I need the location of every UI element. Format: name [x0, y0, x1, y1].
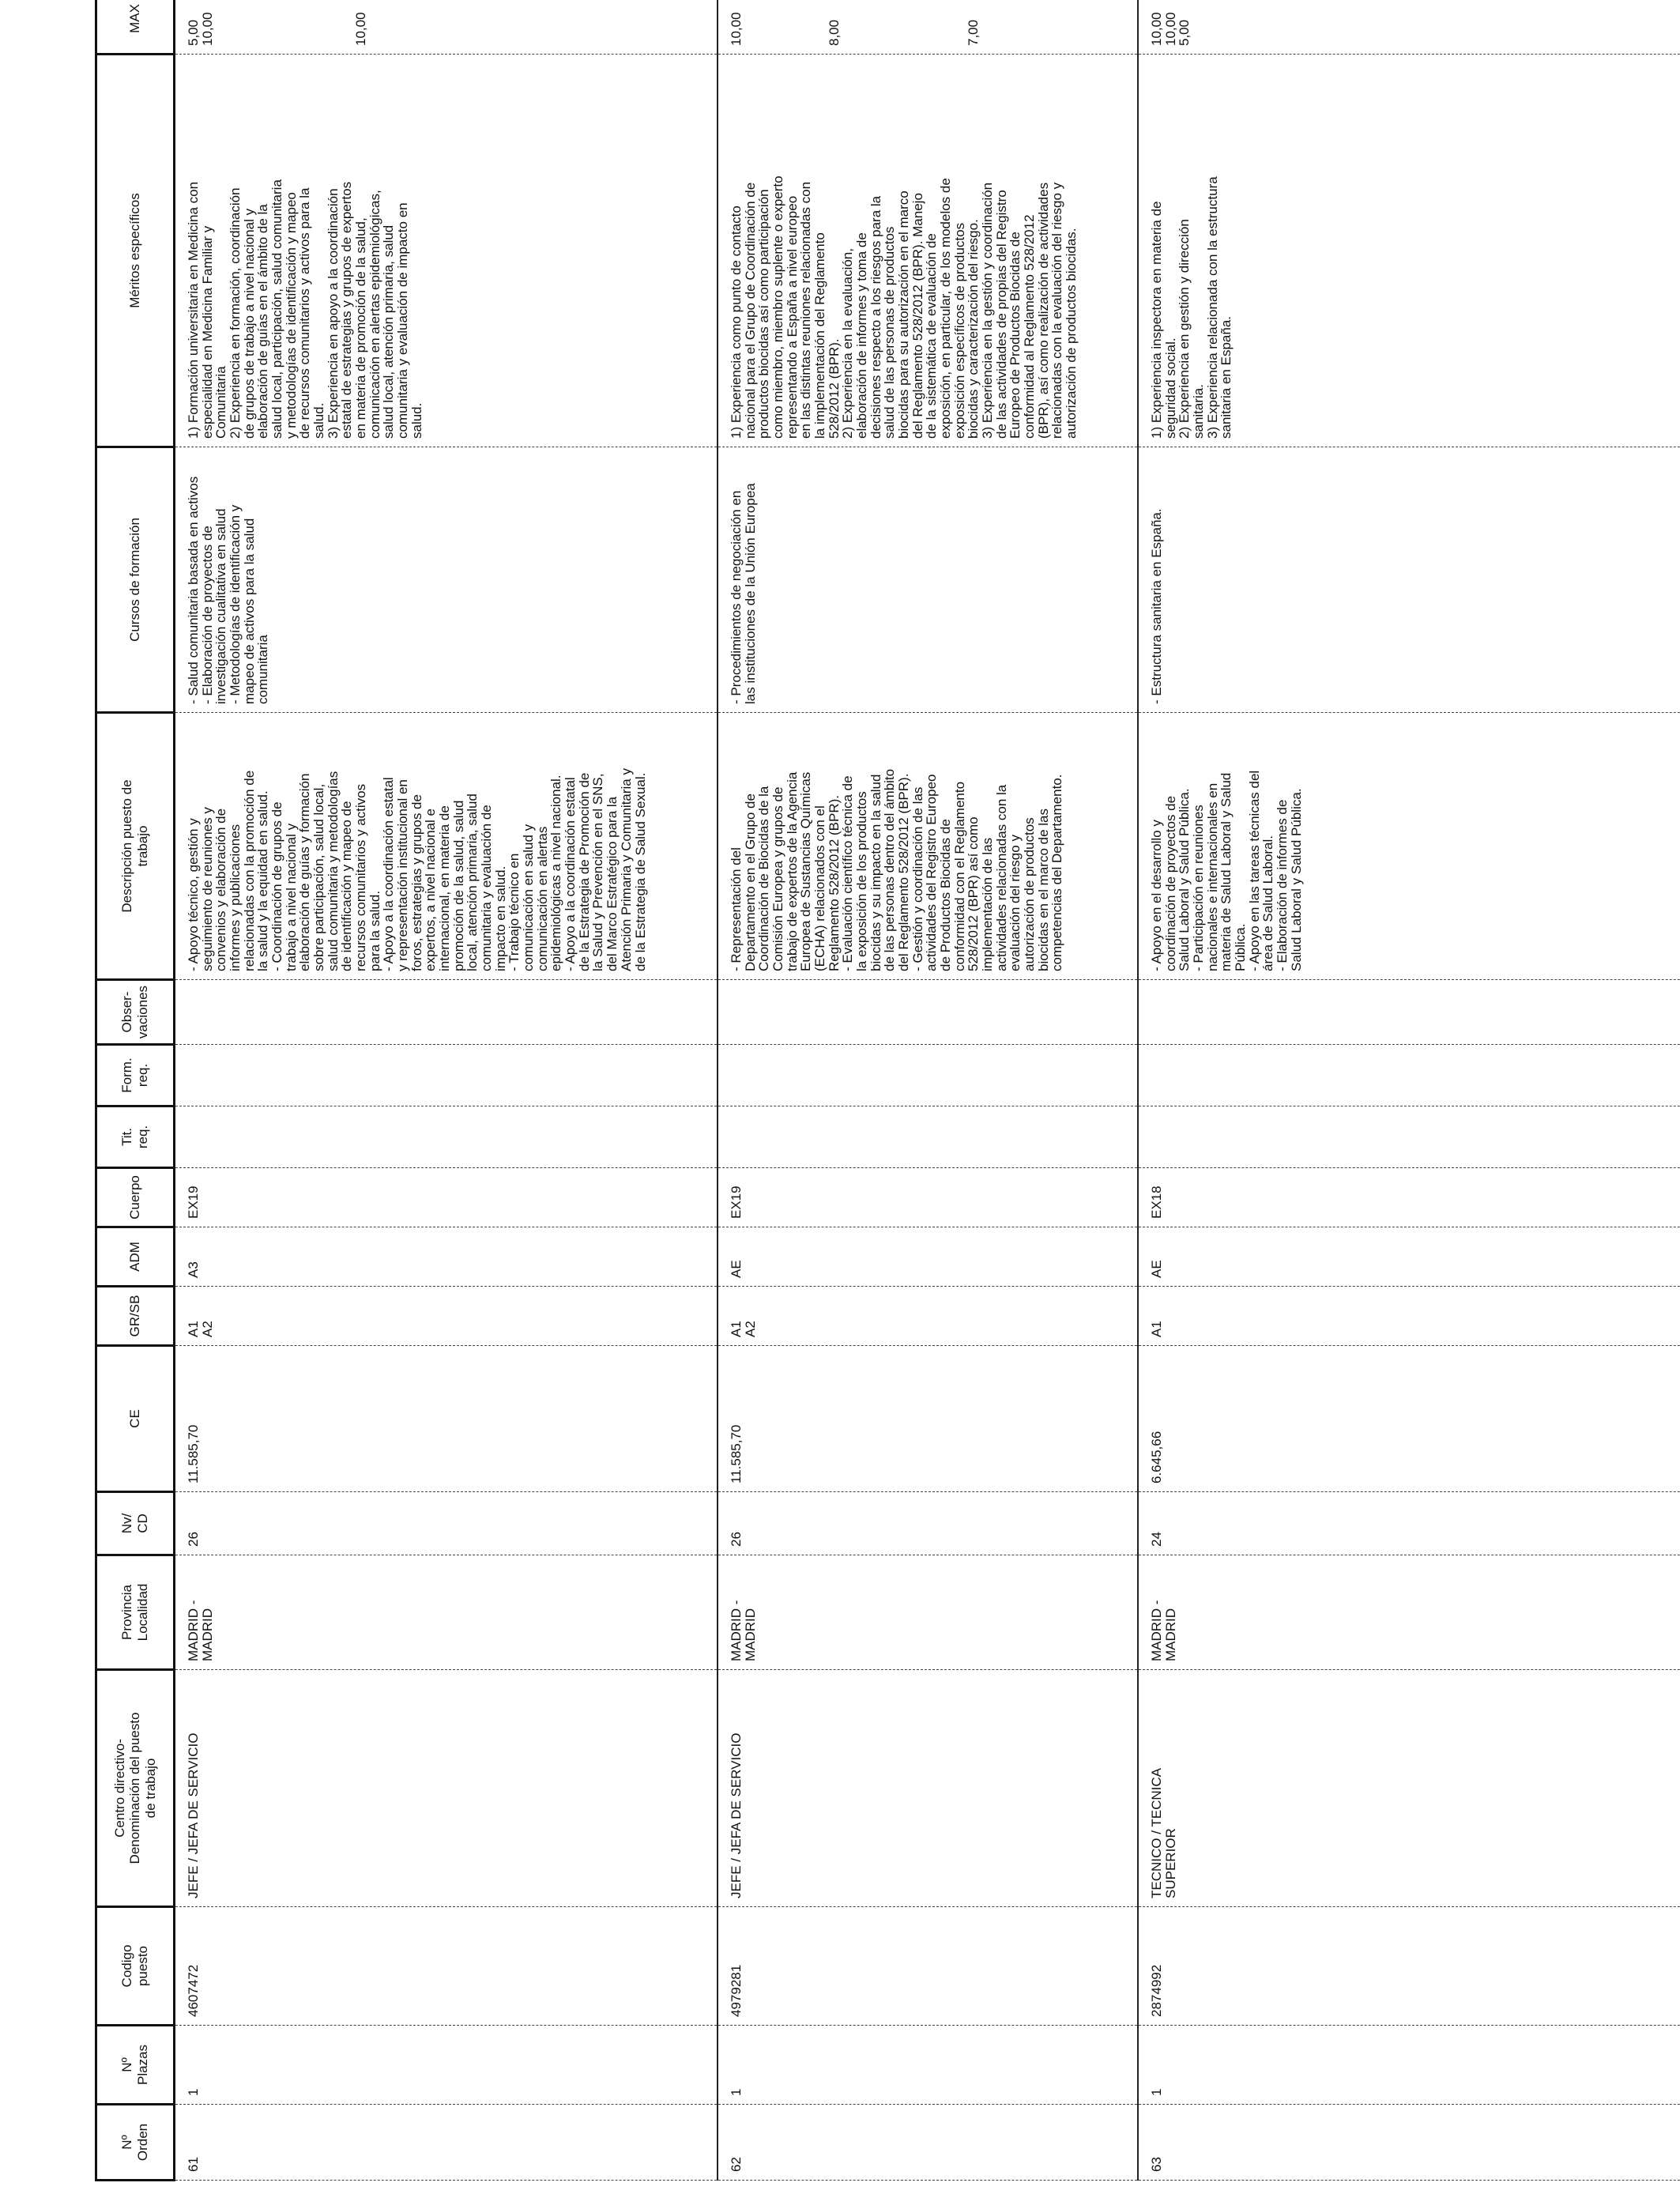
max-score-line [298, 0, 312, 46]
header-ce: CE [96, 1346, 175, 1492]
table-header [96, 0, 175, 2181]
cell-descripcion: - Representación del Departamento en el Grupo de Coordinación de Biocidas de la Comisión Europea y grupos de trabajo de expertos de la Agencia Europea de Sustancias Químicas (ECHA) relacionados con el Reglamento 528/2012 (BPR). - Evaluación científico técnica de la exposición de los productos biocidas y su impacto en la salud de las personas dentro del ámbito del Reglamento 528/2012 (BPR). - Gestión y coordinación de las actividades del Registro Europeo de Productos Biocidas de conformidad con el Reglamento 528/2012 (BPR) así como implementación de las actividades relacionadas con la evaluación del riesgo y autorización de productos biocidas en el marco de las competencias del Departamento. [718, 713, 1138, 980]
max-score-line: 10,00 [729, 12, 744, 46]
cell-cuerpo: EX18 [1138, 1168, 1680, 1227]
cell-tit [175, 1106, 718, 1168]
header-max: MAX [96, 0, 175, 55]
max-score-line: 5,00 [186, 19, 201, 46]
cell-obs [718, 980, 1138, 1045]
cell-plazas: 1 [175, 2026, 718, 2105]
cell-centro: JEFE / JEFA DE SERVICIO [718, 1670, 1138, 1907]
max-score-line: 7,00 [966, 19, 981, 46]
max-score-line [340, 0, 354, 46]
cell-meritos: 1) Formación universitaria en Medicina con especialidad en Medicina Familiar y Comunitaria 2) Experiencia en formación, coordinación de grupos de trabajo a nivel nacional y elaboración de guías en el ámbito de la salud local, participación, salud comunitaria y metodologías de identificación y mapeo de recursos comunitarios y activos para la salud. 3) Experiencia en apoyo a la coordinación estatal de estrategias y grupos de expertos en materia de promoción de la salud, comunicación en alertas epidemiológicas, salud local, atención primaria, salud comunitaria y evaluación de impacto en salud. [175, 55, 718, 447]
cell-gr: A1 A2 [718, 1287, 1138, 1346]
cell-descripcion: - Apoyo en el desarrollo y coordinación de proyectos de Salud Laboral y Salud Pública. - Participación en reuniones nacionales e internacionales en materia de Salud Laboral y Salud Pública. - Apoyo en las tareas técnicas del área de Salud Laboral. - Elaboración de informes de Salud Laboral y Salud Pública. [1138, 713, 1680, 980]
cell-meritos: 1) Experiencia inspectora en materia de seguridad social. 2) Experiencia en gestión y dirección sanitaria. 3) Experiencia relacionada con la estructura sanitaria en España. [1138, 55, 1680, 447]
cell-adm: AE [1138, 1227, 1680, 1287]
max-score-line: 10,00 [1149, 12, 1164, 46]
max-score-line: 10,00 [353, 12, 369, 46]
cell-adm: AE [718, 1227, 1138, 1287]
max-score-line [939, 0, 953, 46]
cell-centro: JEFE / JEFA DE SERVICIO [175, 1670, 718, 1907]
max-score-line [757, 0, 771, 46]
max-score-line [925, 0, 939, 46]
header-plazas: Nº Plazas [96, 2026, 175, 2105]
cell-nivel: 26 [718, 1492, 1138, 1555]
cell-centro: TECNICO / TECNICA SUPERIOR [1138, 1670, 1680, 1907]
cell-tit [1138, 1106, 1680, 1168]
max-score-line [312, 0, 326, 46]
header-centro: Centro directivo- Denominación del puesto de trabajo [96, 1670, 175, 1907]
max-score-line [841, 0, 855, 46]
header-gr: GR/SB [96, 1287, 175, 1346]
cell-provincia: MADRID - MADRID [175, 1555, 718, 1670]
max-score-line: 8,00 [826, 19, 842, 46]
cell-provincia: MADRID - MADRID [718, 1555, 1138, 1670]
cell-cursos: - Procedimientos de negociación en las instituciones de la Unión Europea [718, 447, 1138, 713]
max-score-line [243, 0, 257, 46]
cell-ce: 6.645,66 [1138, 1346, 1680, 1492]
header-codigo: Codigo puesto [96, 1907, 175, 2026]
cell-max [718, 0, 1138, 55]
cell-cursos: - Estructura sanitaria en España. [1138, 447, 1680, 713]
cell-nivel: 26 [175, 1492, 718, 1555]
max-score-line [326, 0, 341, 46]
max-score-line [953, 0, 967, 46]
max-score-line [883, 0, 897, 46]
cell-orden: 63 [1138, 2105, 1680, 2181]
header-form: Form. req. [96, 1045, 175, 1106]
cell-max [1138, 0, 1680, 55]
cell-cursos: - Salud comunitaria basada en activos - Elaboración de proyectos de investigación cualitativa en salud - Metodologías de identificación y mapeo de activos para la salud comunitaria [175, 447, 718, 713]
header-descripcion: Descripción puesto de trabajo [96, 713, 175, 980]
cell-orden: 61 [175, 2105, 718, 2181]
cell-form [1138, 1045, 1680, 1106]
cell-obs [175, 980, 718, 1045]
max-score-line [284, 0, 299, 46]
rotated-table-wrapper [95, 4, 1680, 2181]
header-obs: Obser- vaciones [96, 980, 175, 1045]
header-tit: Tit. req. [96, 1106, 175, 1168]
header-provincia: Provincia Localidad [96, 1555, 175, 1670]
max-score-line [813, 0, 827, 46]
cell-plazas: 1 [718, 2026, 1138, 2105]
header-cursos: Cursos de formación [96, 447, 175, 713]
header-orden: Nº Orden [96, 2105, 175, 2181]
cell-max [175, 0, 718, 55]
cell-ce: 11.585,70 [718, 1346, 1138, 1492]
max-score-line [911, 0, 925, 46]
max-score-line: 5,00 [1177, 19, 1192, 46]
cell-codigo: 2874992 [1138, 1907, 1680, 2026]
cell-plazas: 1 [1138, 2026, 1680, 2105]
cell-form [175, 1045, 718, 1106]
cell-tit [718, 1106, 1138, 1168]
cell-cuerpo: EX19 [718, 1168, 1138, 1227]
max-score-line [869, 0, 883, 46]
table-row [718, 0, 1138, 2181]
max-score-line [897, 0, 911, 46]
table-row [175, 0, 718, 2181]
cell-form [718, 1045, 1138, 1106]
cell-nivel: 24 [1138, 1492, 1680, 1555]
header-nivel: Nv/ CD [96, 1492, 175, 1555]
cell-gr: A1 [1138, 1287, 1680, 1346]
cell-cuerpo: EX19 [175, 1168, 718, 1227]
max-score-line [228, 0, 243, 46]
cell-obs [1138, 980, 1680, 1045]
header-cuerpo: Cuerpo [96, 1168, 175, 1227]
table-row [1138, 0, 1680, 2181]
max-score-line [744, 0, 758, 46]
max-score-line [214, 0, 228, 46]
header-adm: ADM [96, 1227, 175, 1287]
max-score-line [256, 0, 270, 46]
cell-orden: 62 [718, 2105, 1138, 2181]
max-score-line [270, 0, 284, 46]
max-score-line [799, 0, 813, 46]
cell-gr: A1 A2 [175, 1287, 718, 1346]
max-score-line [785, 0, 800, 46]
cell-provincia: MADRID - MADRID [1138, 1555, 1680, 1670]
cell-meritos: 1) Experiencia como punto de contacto nacional para el Grupo de Coordinación de productos biocidas así como participación como miembro, miembro suplente o experto representando a España a nivel europeo en las distintas reuniones relacionadas con la implementación del Reglamento 528/2012 (BPR). 2) Experiencia en la evaluación, elaboración de informes y toma de decisiones respecto a los riesgos para la salud de las personas de productos biocidas para su autorización en el marco del Reglamento 528/2012 (BPR). Manejo de la sistemática de evaluación de exposición, en particular, de los modelos de exposición específicos de productos biocidas y caracterización del riesgo. 3) Experiencia en la gestión y coordinación de las actividades de propias del Registro Europeo de Productos Biocidas de conformidad al Reglamento 528/2012 (BPR), así como realización de actividades relacionadas con la evaluación del riesgo y autorización de productos biocidas. [718, 55, 1138, 447]
cell-codigo: 4979281 [718, 1907, 1138, 2026]
max-score-line: 10,00 [199, 12, 215, 46]
cell-codigo: 4607472 [175, 1907, 718, 2026]
job-positions-table [95, 0, 1680, 2181]
header-meritos: Méritos específicos [96, 55, 175, 447]
max-score-line [855, 0, 869, 46]
cell-ce: 11.585,70 [175, 1346, 718, 1492]
max-score-line: 10,00 [1162, 12, 1178, 46]
max-score-line [771, 0, 785, 46]
cell-adm: A3 [175, 1227, 718, 1287]
cell-descripcion: - Apoyo técnico, gestión y seguimiento de reuniones y convenios y elaboración de informes y publicaciones relacionadas con la promoción de la salud y la equidad en salud. - Coordinación de grupos de trabajo a nivel nacional y elaboración de guías y formación sobre participación, salud local, salud comunitaria y metodologías de identificación y mapeo de recursos comunitarios y activos para la salud. - Apoyo a la coordinación estatal y representación institucional en foros, estrategias y grupos de expertos, a nivel nacional e internacional, en materia de promoción de la salud, salud local, atención primaria, salud comunitaria y evaluación de impacto en salud. - Trabajo técnico en comunicación en salud y comunicación en alertas epidemiológicas a nivel nacional. - Apoyo a la coordinación estatal de la Estrategia de Promoción de la Salud y Prevención en el SNS, del Marco Estratégico para la Atención Primaria y Comunitaria y de la Estrategia de Salud Sexual. [175, 713, 718, 980]
